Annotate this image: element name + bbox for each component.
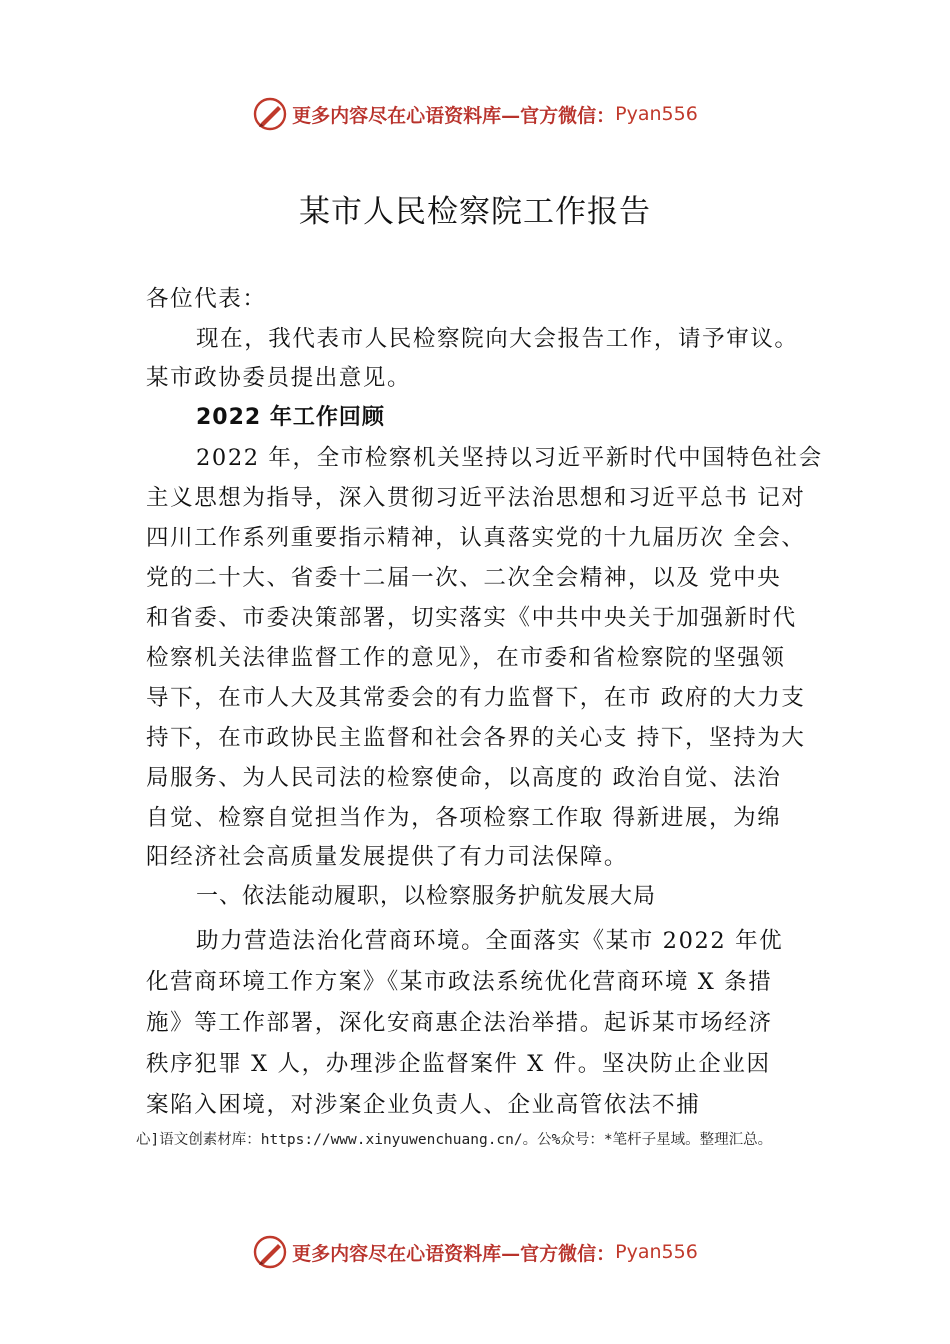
pen-logo-icon (252, 1234, 288, 1270)
paragraph-line: 主义思想为指导，深入贯彻习近平法治思想和习近平总书 记对 (146, 485, 806, 511)
footer-banner (0, 1232, 950, 1272)
section-heading: 一、依法能动履职，以检察服务护航发展大局 (196, 884, 657, 909)
footnote-source: 心]语文创素材库：https://www.xinyuwenchuang.cn/。公%众号：*笔杆子星域。整理汇总。 (136, 1132, 773, 1148)
paragraph-line: 化营商环境工作方案》《某市政法系统优化营商环境 X 条措 (146, 969, 773, 995)
banner-wechat-id: Pyan556 (615, 1241, 698, 1263)
banner-wechat-id: Pyan556 (615, 103, 698, 125)
paragraph-line: 案陷入困境，对涉案企业负责人、企业高管依法不捕 (146, 1092, 701, 1118)
paragraph-line: 自觉、检察自觉担当作为，各项检察工作取 得新进展，为绵 (146, 805, 782, 831)
paragraph-line: 助力营造法治化营商环境。全面落实《某市 2022 年优 (196, 928, 784, 954)
paragraph-line: 现在，我代表市人民检察院向大会报告工作，请予审议。 (196, 326, 799, 352)
paragraph-line: 施》等工作部署，深化安商惠企法治举措。起诉某市场经济 (146, 1010, 773, 1036)
paragraph-line: 局服务、为人民司法的检察使命，以高度的 政治自觉、法治 (146, 765, 782, 791)
paragraph-line: 和省委、市委决策部署，切实落实《中共中央关于加强新时代 (146, 605, 797, 631)
section-heading: 2022 年工作回顾 (196, 405, 385, 430)
paragraph-line: 党的二十大、省委十二届一次、二次全会精神，以及 党中央 (146, 565, 782, 591)
paragraph-line: 导下，在市人大及其常委会的有力监督下，在市 政府的大力支 (146, 685, 806, 711)
pen-logo-icon (252, 96, 288, 132)
header-banner (0, 94, 950, 134)
paragraph-line: 持下，在市政协民主监督和社会各界的关心支 持下，坚持为大 (146, 725, 806, 751)
salutation: 各位代表： (146, 286, 267, 312)
paragraph-line: 2022 年，全市检察机关坚持以习近平新时代中国特色社会 (196, 445, 823, 471)
banner-text: 更多内容尽在心语资料库—官方微信： (292, 1242, 616, 1265)
paragraph-line: 秩序犯罪 X 人，办理涉企监督案件 X 件。坚决防止企业因 (146, 1051, 771, 1077)
paragraph-line: 检察机关法律监督工作的意见》，在市委和省检察院的坚强领 (146, 645, 786, 671)
banner-text: 更多内容尽在心语资料库—官方微信： (292, 104, 616, 127)
paragraph-line: 四川工作系列重要指示精神，认真落实党的十九届历次 全会、 (146, 525, 806, 551)
paragraph-line: 某市政协委员提出意见。 (146, 365, 412, 391)
paragraph-line: 阳经济社会高质量发展提供了有力司法保障。 (146, 844, 629, 870)
document-title: 某市人民检察院工作报告 (299, 194, 651, 230)
